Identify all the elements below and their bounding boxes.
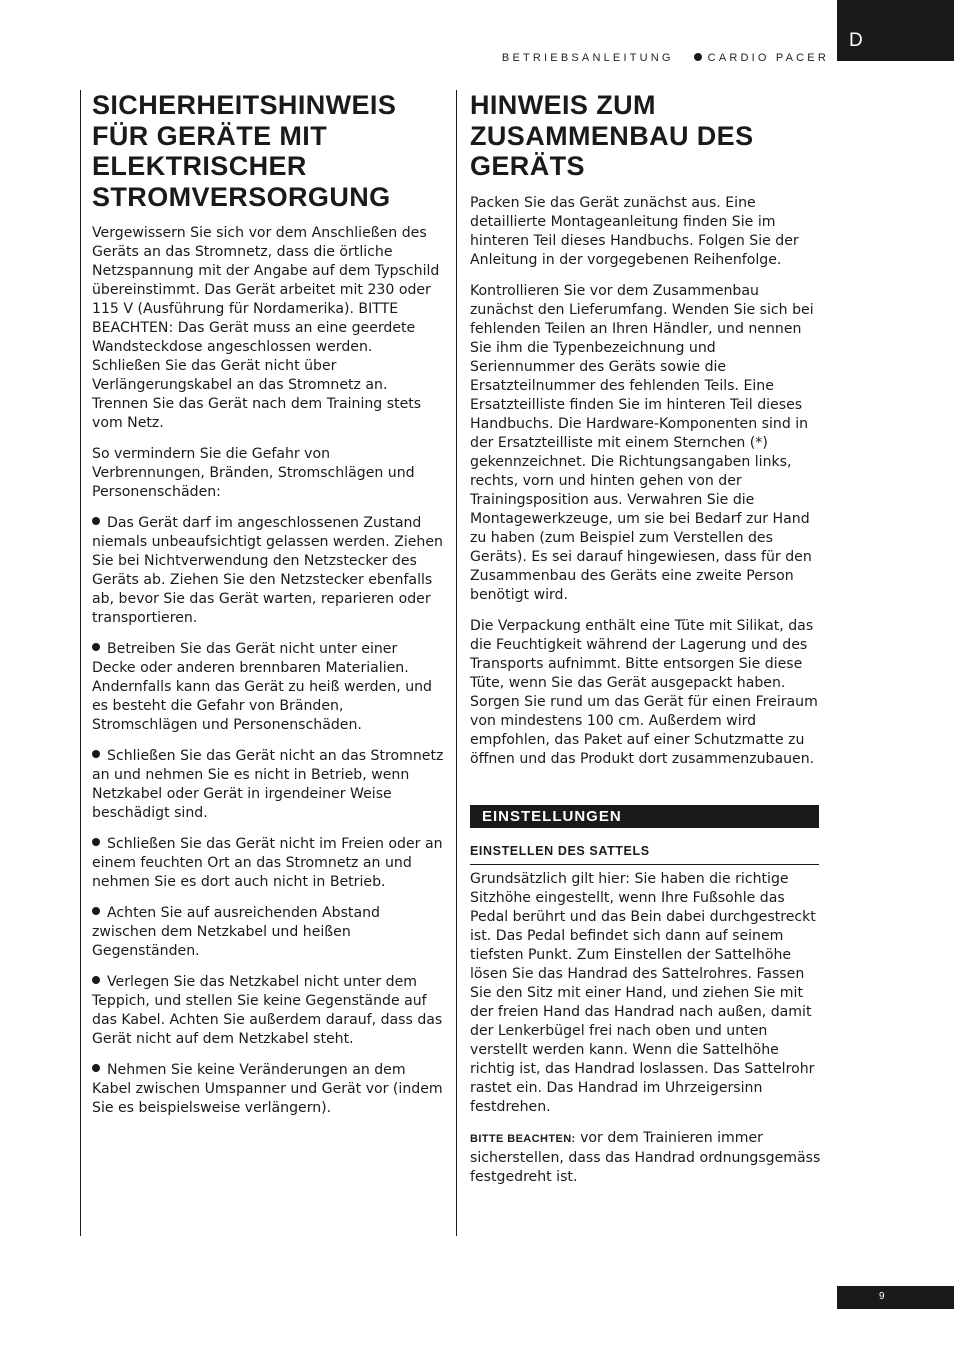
safety-title: SICHERHEITSHINWEIS FÜR GERÄTE MIT ELEKTRISCHER STROMVERSORGUNG xyxy=(92,90,397,212)
saddle-paragraph: Grundsätzlich gilt hier: Sie haben die richtige Sitzhöhe eingestellt, wenn Ihre Fußsohle das Pedal berührt und das Bein dabei durchgestreckt ist. Das Pedal befindet sich dann auf seinem tiefsten Punkt. Zum Einstellen der Sattelhöhe lösen Sie das Handrad des Sattelrohres. Fassen Sie den Sitz mit einer Hand, und ziehen Sie mit der freien Hand das Handrad nach außen, damit der Lenkerbügel frei nach oben und unten verstellt werden kann. Wenn die Sattelhöhe richtig ist, das Handrad loslassen. Das Sattelrohr rastet ein. Das Handrad im Uhrzeigersinn festdrehen. xyxy=(470,870,816,1115)
assembly-paragraph: Kontrollieren Sie vor dem Zusammenbau zunächst den Lieferumfang. Wenden Sie sich bei fehlenden Teilen an Ihren Händler, und nennen Sie ihm die Typenbezeichnung und Seriennummer des Geräts sowie die Ersatzteilnummer des fehlenden Teils. Eine Ersatzteilliste finden Sie im hinteren Teil dieses Handbuchs. Die Hardware-Komponenten sind in der Ersatzteilliste mit einem Sternchen (*) gekennzeichnet. Die Richtungsangaben links, rechts, vorn und hinten gehen von der Trainingsposition aus. Verwahren Sie die Montagewerkzeuge, um sie bei Bedarf zur Hand zu haben (zum Beispiel zum Verstellen des Geräts). Es sei darauf hingewiesen, dass für den Zusammenbau des Geräts eine zweite Person benötigt wird. xyxy=(470,282,814,603)
safety-bullet: Schließen Sie das Gerät nicht an das Stromnetz an und nehmen Sie es nicht in Betrieb, wenn Netzkabel oder Gerät in irgendeiner Weise beschädigt sind. xyxy=(92,748,444,821)
safety-bullet: Nehmen Sie keine Veränderungen an dem Kabel zwischen Umspanner und Gerät vor (indem Sie es beispielsweise verlängern). xyxy=(92,1062,443,1116)
language-tab xyxy=(837,0,954,61)
assembly-title: HINWEIS ZUM ZUSAMMENBAU DES GERÄTS xyxy=(470,90,754,181)
page-number: 9 xyxy=(879,1291,885,1302)
header-product: CARDIO PACER xyxy=(707,52,829,64)
right-column-rule xyxy=(456,90,457,1236)
header-section: BETRIEBSANLEITUNG xyxy=(501,52,674,64)
safety-column xyxy=(92,90,444,1130)
settings-section-bar: EINSTELLUNGEN xyxy=(470,805,819,828)
saddle-subheading: EINSTELLEN DES SATTELS xyxy=(470,844,819,865)
assembly-column xyxy=(470,90,822,1199)
safety-bullet: Achten Sie auf ausreichenden Abstand zwischen dem Netzkabel und heißen Gegenständen. xyxy=(92,904,444,961)
safety-paragraph: Vergewissern Sie sich vor dem Anschließen des Geräts an das Stromnetz, dass die örtliche Netzspannung mit der Angabe auf dem Typschild übereinstimmt. Das Gerät arbeitet mit 230 oder 115 V (Ausführung für Nordamerika). BITTE BEACHTEN: Das Gerät muss an eine geerdete Wandsteckdose angeschlossen werden. Schließen Sie das Gerät nicht über Verlängerungskabel an das Stromnetz an. Trennen Sie das Gerät nach dem Training stets vom Netz. xyxy=(92,225,440,431)
running-header xyxy=(502,52,829,64)
note-label: BITTE BEACHTEN: xyxy=(470,1132,576,1145)
language-tab-label: D xyxy=(849,30,863,51)
safety-bullet: Schließen Sie das Gerät nicht im Freien oder an einem feuchten Ort an das Stromnetz an und nehmen Sie es dort auch nicht in Betrieb. xyxy=(92,836,443,890)
safety-bullet: Betreiben Sie das Gerät nicht unter einer Decke oder anderen brennbaren Materialien. Andernfalls kann das Gerät zu heiß werden, und es besteht die Gefahr von Bränden, Stromschlägen und Personenschäden. xyxy=(92,640,444,735)
bullet-dot-icon xyxy=(694,53,702,61)
page-number-tab xyxy=(837,1286,954,1309)
safety-bullet: Das Gerät darf im angeschlossenen Zustand niemals unbeaufsichtigt gelassen werden. Ziehen Sie bei Nichtverwendung den Netzstecker des Geräts ab. Ziehen Sie den Netzstecker ebenfalls ab, bevor Sie das Gerät warten, reparieren oder transportieren. xyxy=(92,515,443,626)
left-column-rule xyxy=(80,90,81,1236)
assembly-paragraph: Packen Sie das Gerät zunächst aus. Eine detaillierte Montageanleitung finden Sie im hinteren Teil dieses Handbuchs. Folgen Sie der Anleitung in der vorgegebenen Reihenfolge. xyxy=(470,194,799,268)
note-paragraph xyxy=(470,1129,822,1187)
safety-bullet: Verlegen Sie das Netzkabel nicht unter dem Teppich, und stellen Sie keine Gegenstände auf das Kabel. Achten Sie außerdem darauf, dass das Gerät nicht auf dem Netzkabel steht. xyxy=(92,974,443,1047)
note-text: vor dem Trainieren immer sicherstellen, dass das Handrad ordnungsgemäss festgedreht ist. xyxy=(470,1129,821,1185)
assembly-paragraph: Die Verpackung enthält eine Tüte mit Silikat, das die Feuchtigkeit während der Lagerung und des Transports aufnimmt. Bitte entsorgen Sie diese Tüte, wenn Sie das Gerät ausgepackt haben. Sorgen Sie rund um das Gerät für einen Freiraum von mindestens 100 cm. Außerdem wird empfohlen, das Paket auf einer Schutzmatte zu öffnen und das Produkt dort zusammenzubauen. xyxy=(470,617,818,767)
safety-paragraph: So vermindern Sie die Gefahr von Verbrennungen, Bränden, Stromschlägen und Personenschäden: xyxy=(92,446,415,500)
